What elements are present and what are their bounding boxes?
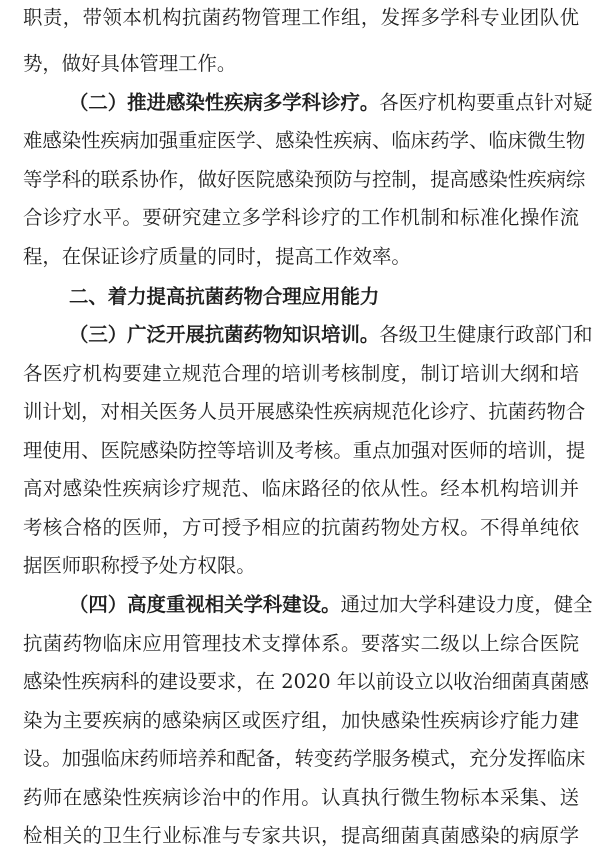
text-line (23, 667, 589, 697)
text-line (23, 821, 579, 851)
paragraph-text: 药师在感染性疾病诊治中的作用。认真执行微生物标本采集、送 (23, 786, 579, 809)
paragraph-text: 设。加强临床药师培养和配备，转变药学服务模式，充分发挥临床 (23, 747, 586, 770)
text-line (23, 203, 579, 233)
heading-text: 二、着力提高抗菌药物合理应用能力 (69, 285, 380, 308)
text-line (23, 513, 579, 543)
paragraph-text: 通过加大学科建设力度，健全 (340, 593, 593, 616)
subsection-title: （四）高度重视相关学科建设。 (69, 593, 341, 616)
paragraph-text: 理使用、医院感染防控等培训及考核。重点加强对医师的培训，提 (23, 439, 586, 462)
paragraph-text: 等学科的联系协作，做好医院感染预防与控制，提高感染性疾病综 (23, 168, 586, 191)
section-heading (69, 282, 579, 312)
paragraph-text: 各医疗机构要重点针对疑 (379, 91, 593, 114)
paragraph-text: 各医疗机构要建立规范合理的培训考核制度，制订培训大纲和培 (23, 362, 579, 385)
paragraph-text: 势，做好具体管理工作。 (23, 52, 237, 75)
text-line (23, 783, 579, 813)
paragraph-text: 染为主要疾病的感染病区或医疗组，加快感染性疾病诊疗能力建 (23, 709, 579, 732)
text-line (23, 436, 586, 466)
text-line (23, 3, 579, 33)
text-line (23, 165, 586, 195)
subsection-title: （三）广泛开展抗菌药物知识培训。 (69, 323, 380, 346)
paragraph-text: 据医师职称授予处方权限。 (23, 554, 256, 577)
paragraph-text: 难感染性疾病加强重症医学、感染性疾病、临床药学、临床微生物 (23, 129, 586, 152)
paragraph-text: 各级卫生健康行政部门和 (379, 323, 593, 346)
text-line (23, 551, 579, 581)
paragraph-text: 考核合格的医师，方可授予相应的抗菌药物处方权。不得单纯依 (23, 516, 579, 539)
text-line (69, 320, 593, 350)
paragraph-text: 感染性疾病科的建设要求，在 2020 年以前设立以收治细菌真菌感 (23, 670, 589, 693)
paragraph-text: 训计划，对相关医务人员开展感染性疾病规范化诊疗、抗菌药物合 (23, 400, 586, 423)
text-line (23, 744, 586, 774)
paragraph-text: 检相关的卫生行业标准与专家共识，提高细菌真菌感染的病原学 (23, 824, 579, 847)
paragraph-text: 程，在保证诊疗质量的同时，提高工作效率。 (23, 245, 411, 268)
paragraph-text: 抗菌药物临床应用管理技术支撑体系。要落实二级以上综合医院 (23, 632, 579, 655)
text-line (69, 88, 593, 118)
text-line (23, 397, 586, 427)
text-line (23, 126, 586, 156)
text-line (23, 474, 579, 504)
text-line (23, 242, 579, 272)
paragraph-text: 合诊疗水平。要研究建立多学科诊疗的工作机制和标准化操作流 (23, 206, 579, 229)
paragraph-text: 高对感染性疾病诊疗规范、临床路径的依从性。经本机构培训并 (23, 477, 579, 500)
text-line (23, 359, 579, 389)
text-line (23, 706, 579, 736)
text-line (23, 629, 579, 659)
text-line (23, 49, 579, 79)
text-line (69, 590, 593, 620)
subsection-title: （二）推进感染性疾病多学科诊疗。 (69, 91, 380, 114)
paragraph-text: 职责，带领本机构抗菌药物管理工作组，发挥多学科专业团队优 (23, 6, 579, 29)
